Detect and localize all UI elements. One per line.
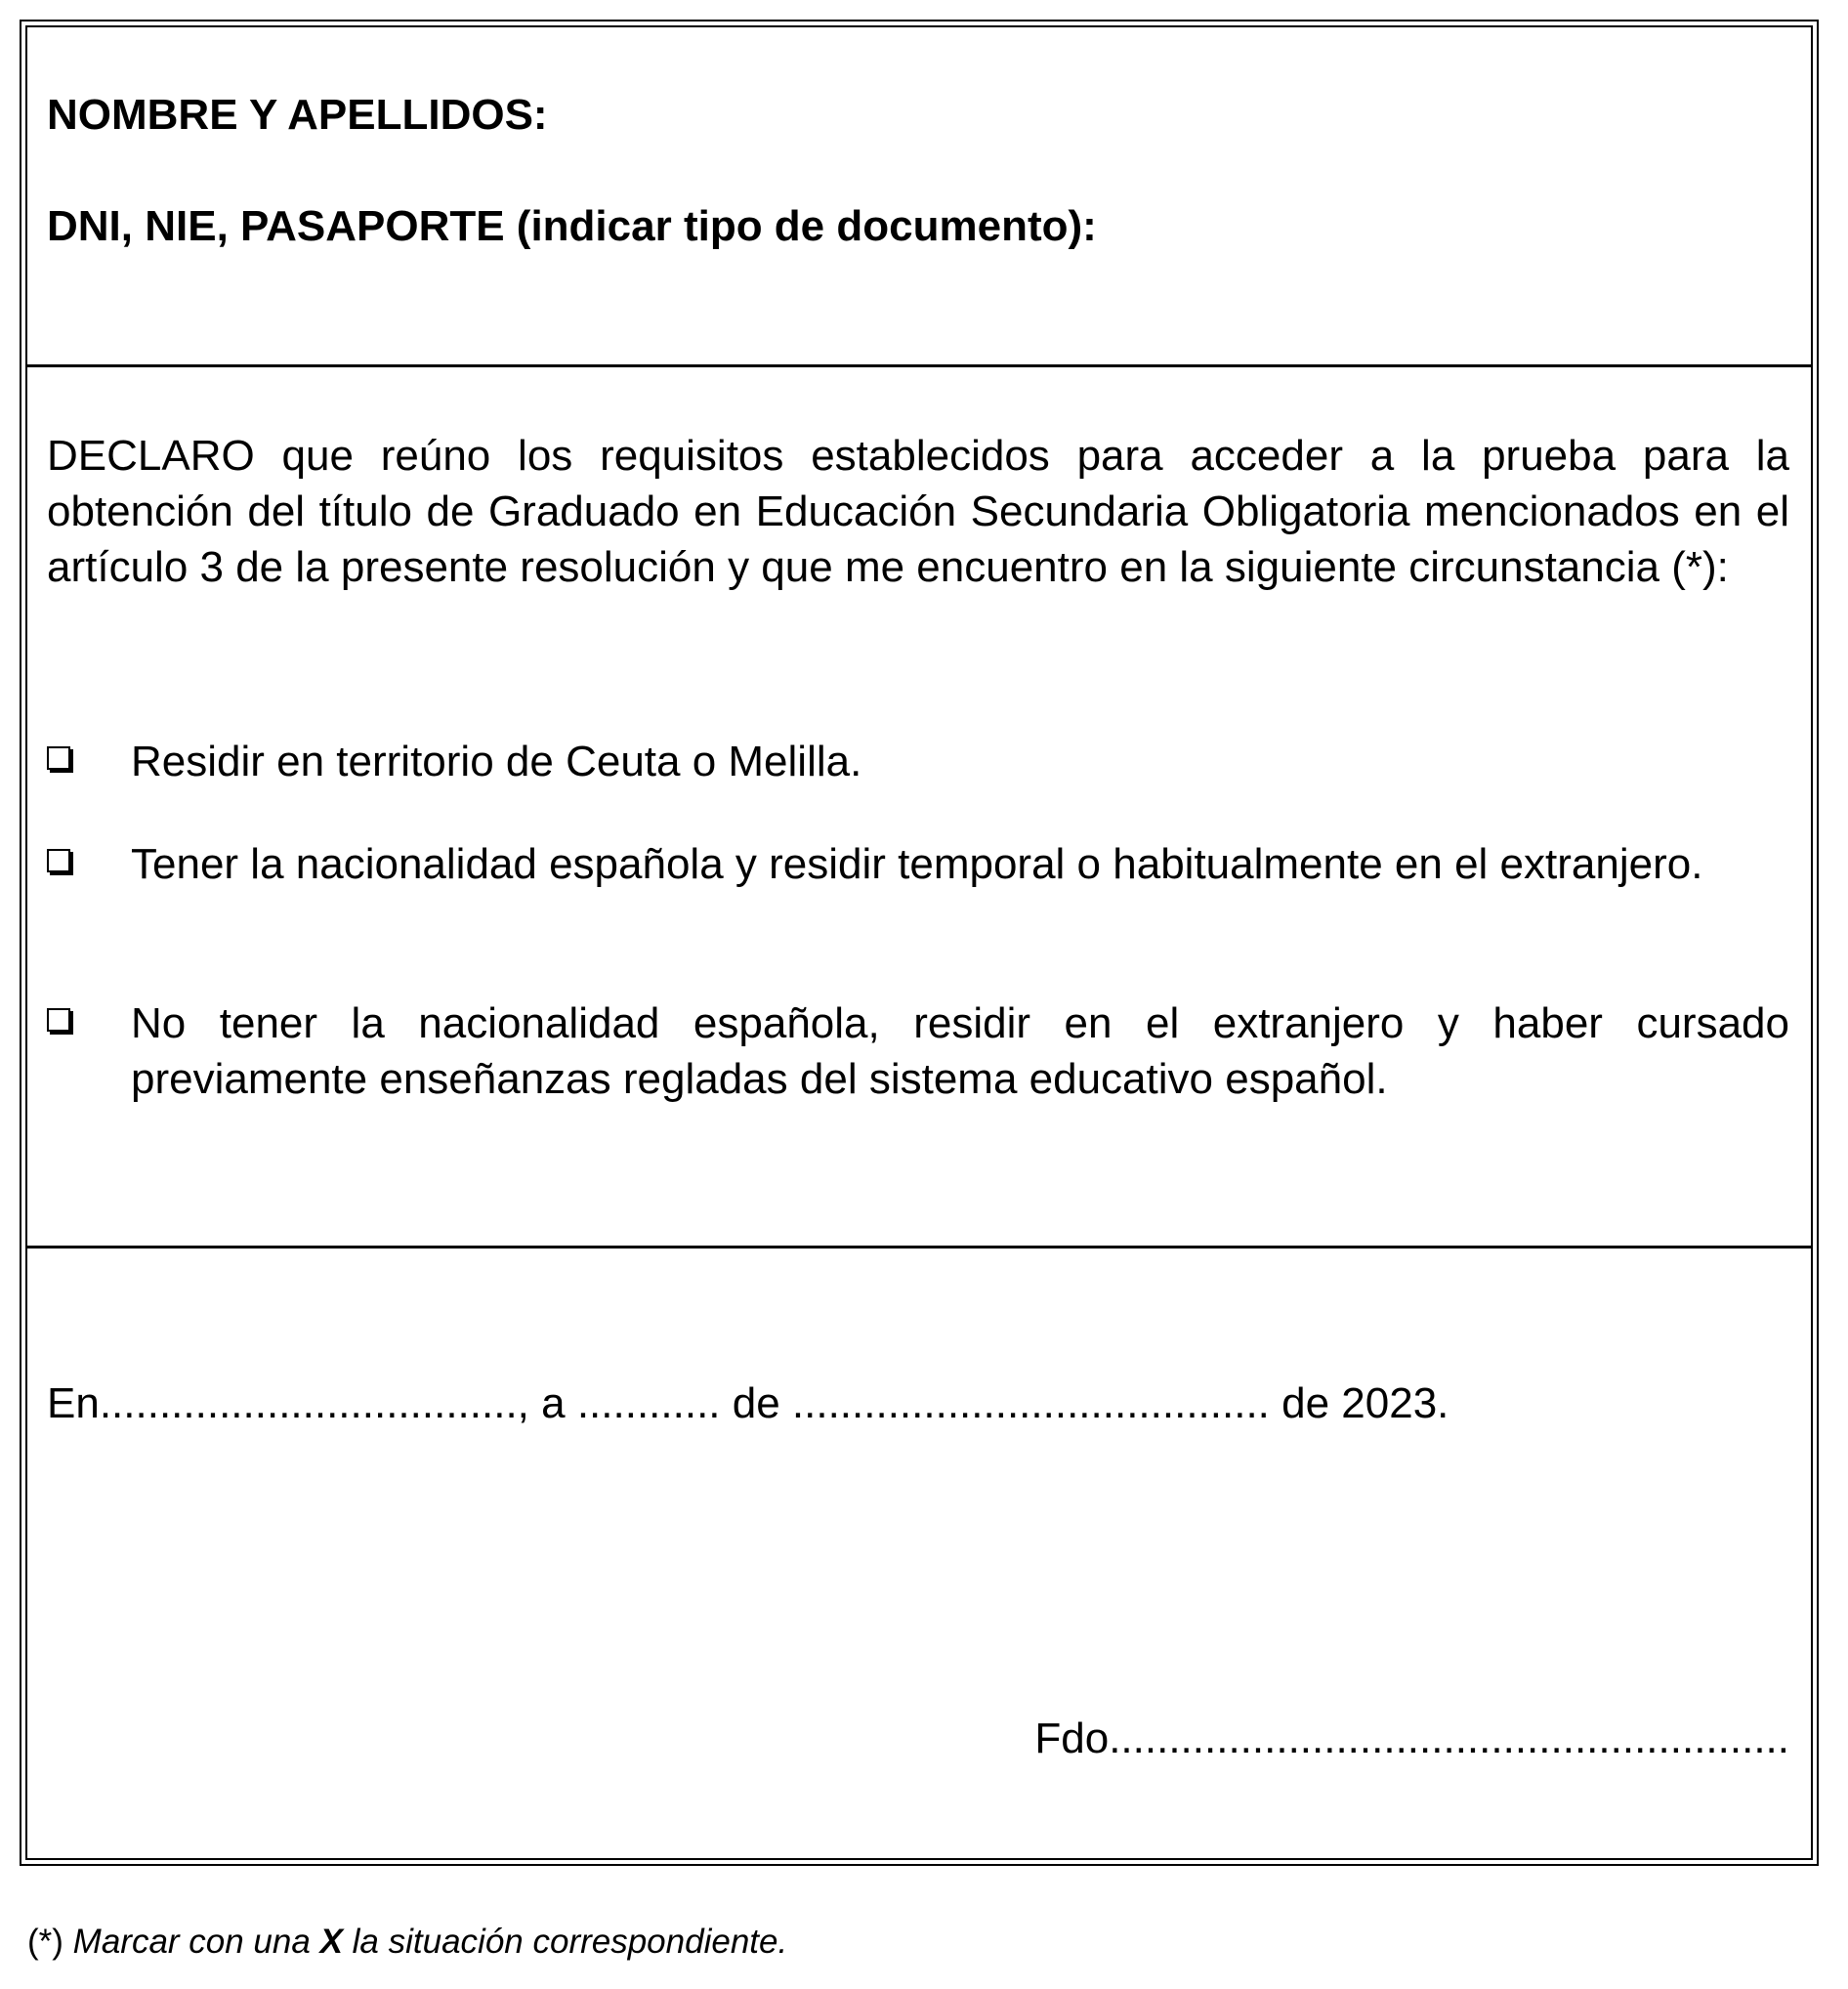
option-label: No tener la nacionalidad española, residir en el extranjero y haber cursado previamente enseñanzas regladas del sistema educativo español. — [131, 999, 1789, 1103]
document-label: DNI, NIE, PASAPORTE (indicar tipo de documento): — [47, 202, 1097, 250]
identification-section — [27, 27, 1811, 367]
declaration-text: DECLARO que reúno los requisitos establecidos para acceder a la prueba para la obtención del título de Graduado en Educación Secundaria Obligatoria mencionados en el artículo 3 de la presente resolución y que me encuentro en la siguiente circunstancia (*): — [47, 432, 1789, 591]
checkbox-ceuta-melilla[interactable] — [47, 746, 70, 770]
footnote — [27, 1922, 787, 1963]
checkbox-foreign-abroad[interactable] — [47, 1008, 70, 1032]
option-spanish-abroad[interactable] — [47, 836, 1789, 892]
name-label: NOMBRE Y APELLIDOS: — [47, 91, 548, 139]
declaration-form — [20, 20, 1819, 1866]
form-inner-border — [25, 25, 1813, 1860]
option-ceuta-melilla[interactable] — [47, 734, 1789, 789]
declaration-section — [27, 367, 1811, 1248]
signature-section — [27, 1248, 1811, 1858]
option-label: Tener la nacionalidad española y residir temporal o habitualmente en el extranjero. — [131, 840, 1703, 888]
footnote-text-after: la situación correspondiente. — [342, 1923, 788, 1961]
footnote-marker: (*) — [27, 1923, 63, 1961]
signature-line: Fdo......................................................... — [1034, 1714, 1789, 1762]
checkbox-spanish-abroad[interactable] — [47, 849, 70, 872]
footnote-text-before: Marcar con una — [63, 1923, 320, 1961]
footnote-emphasis: X — [319, 1923, 343, 1961]
option-label: Residir en territorio de Ceuta o Melilla. — [131, 738, 862, 785]
option-foreign-abroad[interactable] — [47, 995, 1789, 1107]
place-date-line: En..................................., a ............ de ........................................ de 2023. — [47, 1379, 1449, 1427]
